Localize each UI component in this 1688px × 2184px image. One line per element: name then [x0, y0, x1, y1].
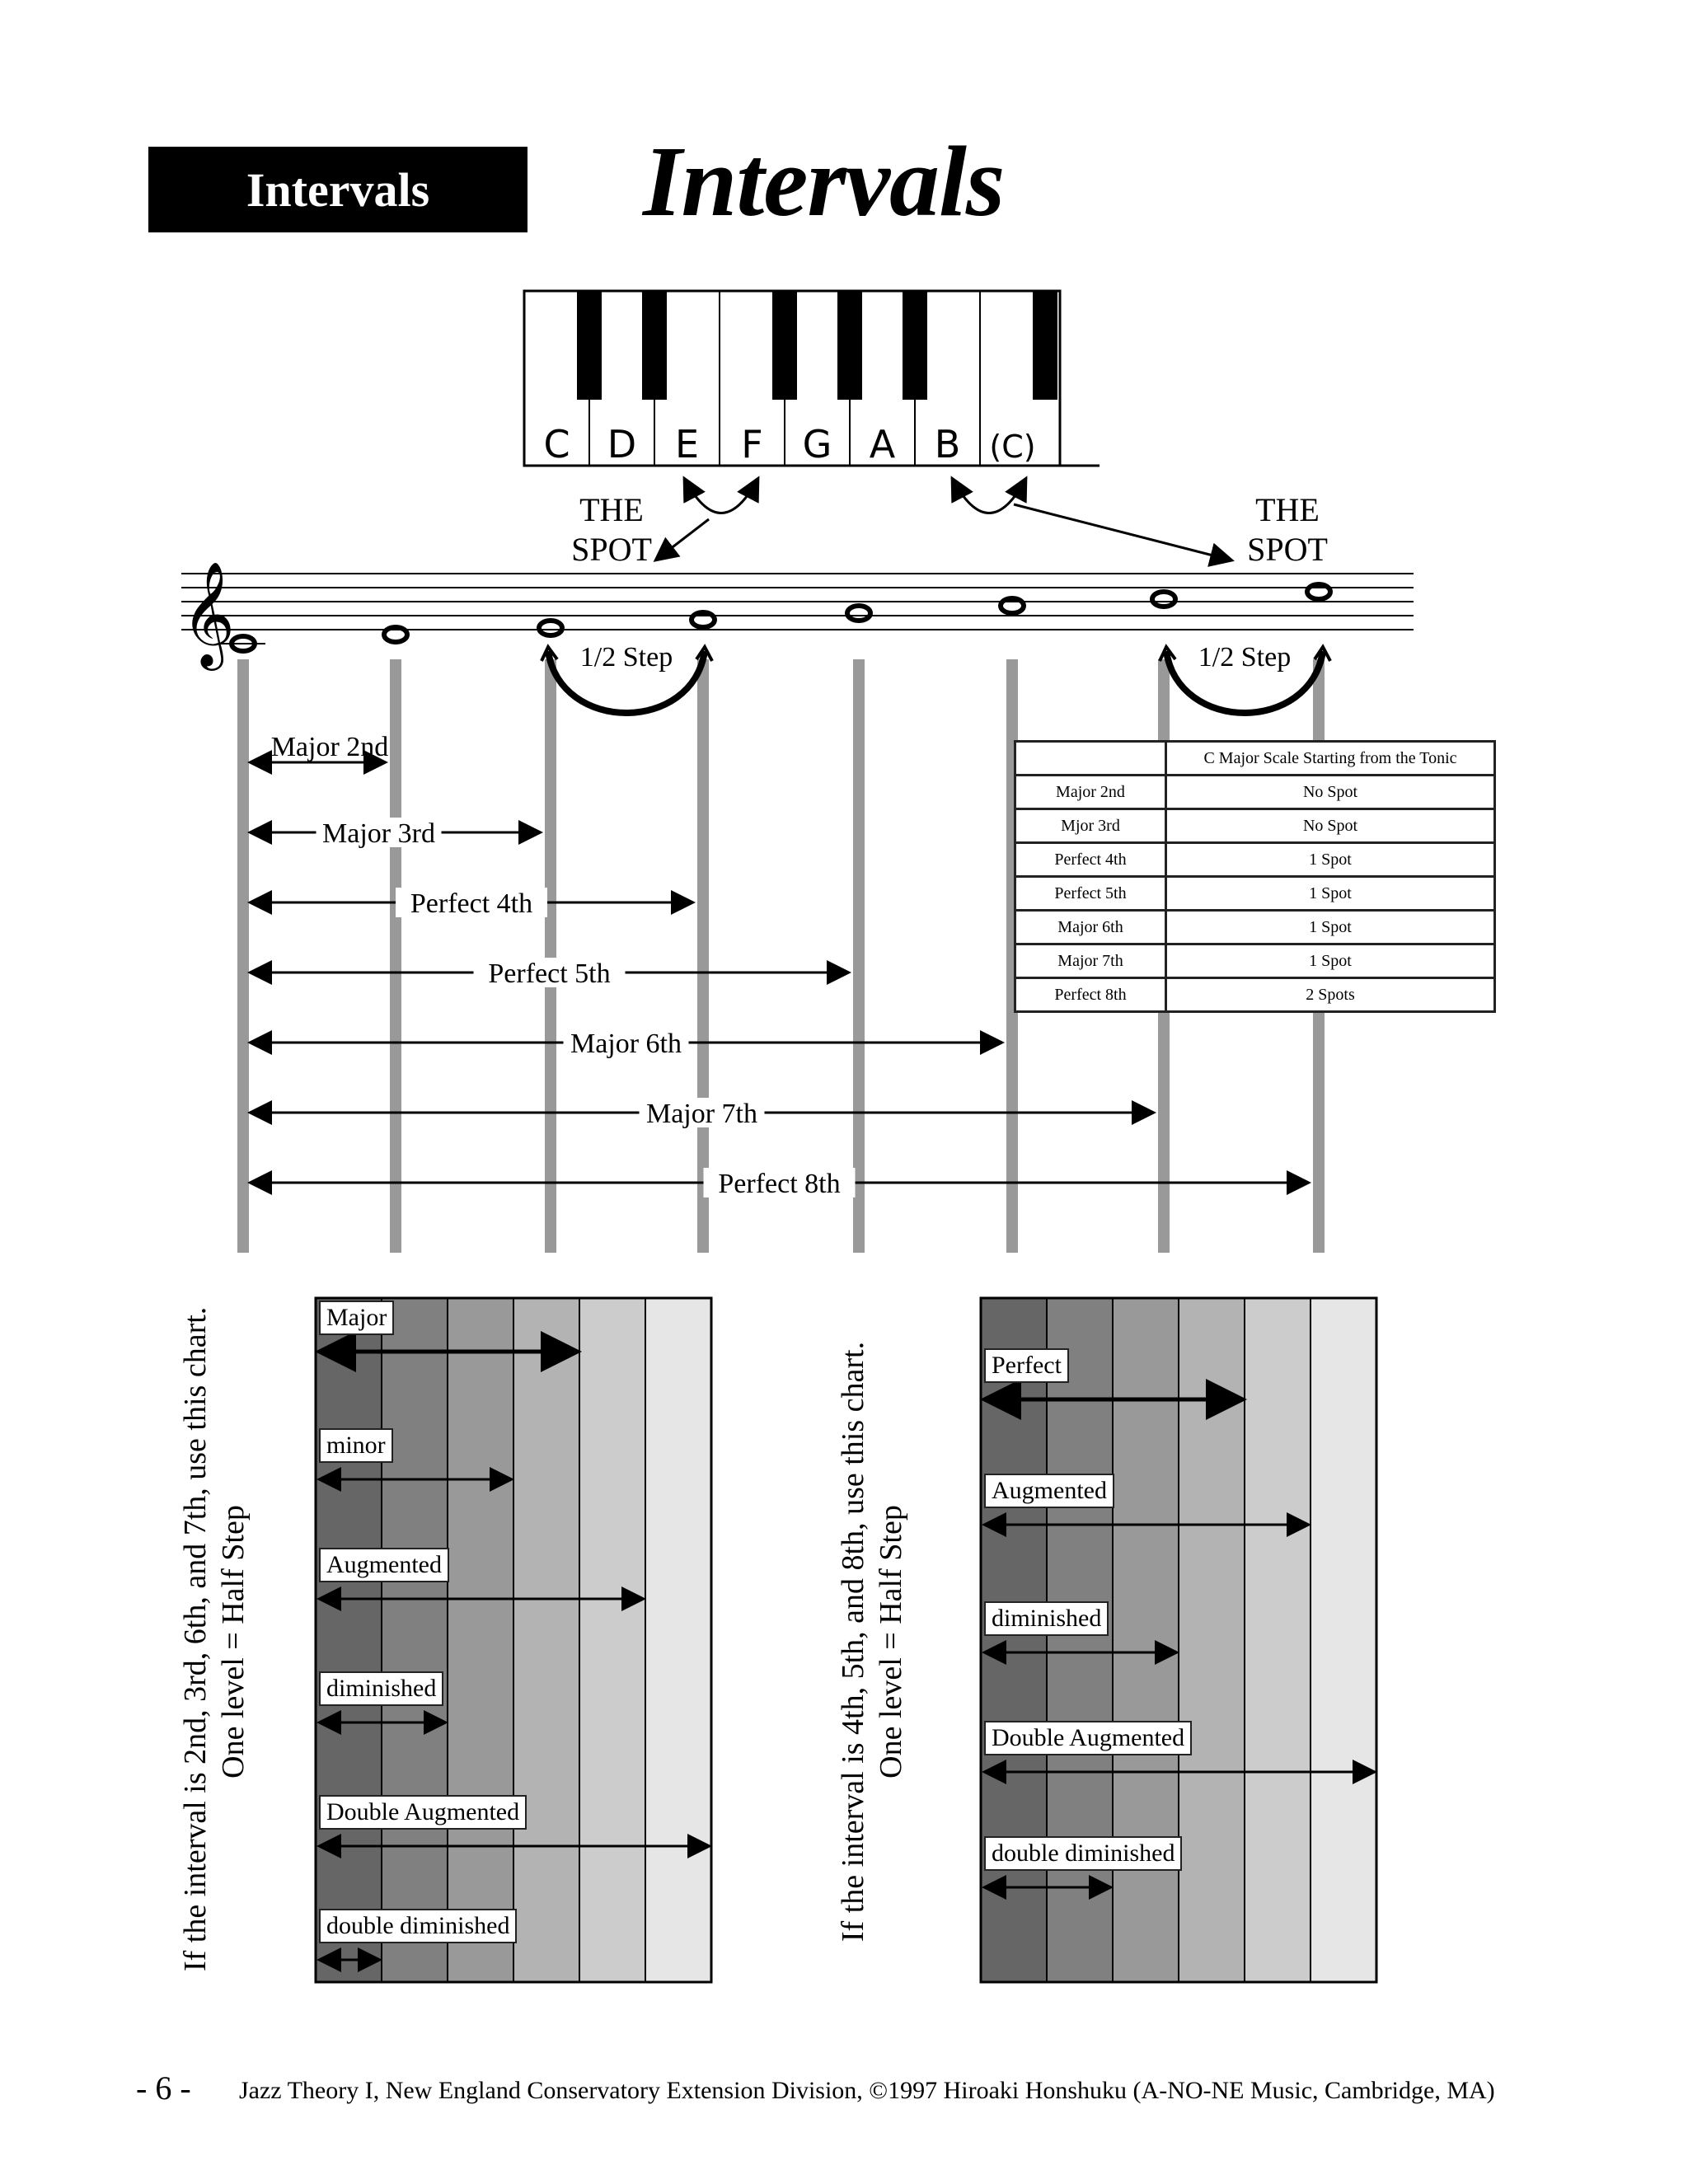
page-number: - 6 - — [136, 2069, 191, 2107]
spot-label-left: THE SPOT — [571, 491, 652, 568]
black-key — [642, 291, 667, 400]
interval-label: Perfect 8th — [718, 1169, 841, 1199]
interval-label: Major 7th — [645, 1099, 758, 1129]
level-column — [579, 1298, 645, 1982]
quality-chart-left — [316, 1298, 711, 1982]
page-title: Intervals — [643, 126, 1005, 237]
key-label: D — [607, 422, 637, 466]
left-quality-label: minor — [319, 1428, 393, 1463]
right-quality-label: double diminished — [984, 1836, 1182, 1871]
whole-note — [1152, 592, 1175, 607]
level-column — [1311, 1298, 1376, 1982]
footer-credit: Jazz Theory I, New England Conservatory Extension Division, ©1997 Hiroaki Honshuku (A-NO-NE Music, Cambridge, MA) — [239, 2077, 1495, 2104]
key-label: E — [674, 422, 700, 466]
interval-label: Perfect 5th — [488, 958, 611, 989]
spot-label-right: THE SPOT — [1247, 491, 1328, 568]
interval-label: Perfect 4th — [410, 888, 533, 919]
table-row: Mjor 3rd No Spot — [1015, 809, 1495, 843]
whole-note — [539, 621, 562, 635]
right-quality-label: Perfect — [984, 1348, 1069, 1383]
key-label: A — [869, 422, 896, 466]
left-quality-label: Major — [319, 1301, 394, 1335]
spot-pointer-right — [1014, 504, 1232, 560]
level-column — [1245, 1298, 1311, 1982]
black-key — [577, 291, 602, 400]
level-column — [316, 1298, 382, 1982]
table-header-row — [1015, 742, 1495, 776]
interval-label: Major 3rd — [322, 818, 435, 849]
whole-note — [1001, 598, 1024, 613]
left-quality-label: diminished — [319, 1671, 443, 1706]
black-key — [903, 291, 927, 400]
black-key — [772, 291, 797, 400]
whole-note — [1307, 584, 1330, 599]
table-header: C Major Scale Starting from the Tonic — [1166, 742, 1495, 776]
half-step-label-ef: 1/2 Step — [579, 642, 673, 673]
key-label: F — [741, 422, 763, 466]
key-label: B — [934, 422, 961, 466]
interval-label: Major 2nd — [270, 732, 389, 762]
spot-pointer-left — [655, 519, 709, 560]
black-key — [837, 291, 862, 400]
quality-chart-right — [981, 1298, 1376, 1982]
spot-arc-ef — [684, 478, 758, 513]
spot-table — [1014, 740, 1496, 1013]
level-column — [448, 1298, 513, 1982]
whole-note — [384, 627, 407, 642]
key-label: (C) — [989, 429, 1036, 465]
right-quality-label: diminished — [984, 1601, 1109, 1636]
table-row: Major 6th 1 Spot — [1015, 911, 1495, 944]
key-label: G — [802, 422, 832, 466]
whole-note — [847, 606, 870, 621]
black-key — [1033, 291, 1057, 400]
spot-arc-bc — [952, 478, 1026, 513]
left-quality-label: Double Augmented — [319, 1795, 527, 1830]
level-column — [513, 1298, 579, 1982]
level-column — [382, 1298, 448, 1982]
table-row: Perfect 5th 1 Spot — [1015, 877, 1495, 911]
chart-left-caption: If the interval is 2nd, 3rd, 6th, and 7th, use this chart. One level = Half Step — [178, 1306, 251, 1971]
table-row: Major 2nd No Spot — [1015, 776, 1495, 809]
piano-keyboard — [524, 291, 1100, 466]
treble-clef-icon: 𝄞 — [181, 560, 236, 666]
key-label: C — [543, 422, 570, 466]
table-row: Perfect 4th 1 Spot — [1015, 843, 1495, 877]
interval-label: Major 6th — [570, 1029, 682, 1059]
chart-right-caption: If the interval is 4th, 5th, and 8th, use this chart. One level = Half Step — [836, 1341, 908, 1943]
table-row: Perfect 8th 2 Spots — [1015, 978, 1495, 1012]
left-quality-label: double diminished — [319, 1909, 517, 1943]
section-tag-label: Intervals — [246, 162, 430, 217]
whole-note — [692, 612, 715, 627]
level-column — [645, 1298, 711, 1982]
left-quality-label: Augmented — [319, 1548, 449, 1582]
table-row: Major 7th 1 Spot — [1015, 944, 1495, 978]
right-quality-label: Double Augmented — [984, 1721, 1192, 1755]
half-step-label-bc: 1/2 Step — [1198, 642, 1292, 673]
right-quality-label: Augmented — [984, 1474, 1114, 1508]
